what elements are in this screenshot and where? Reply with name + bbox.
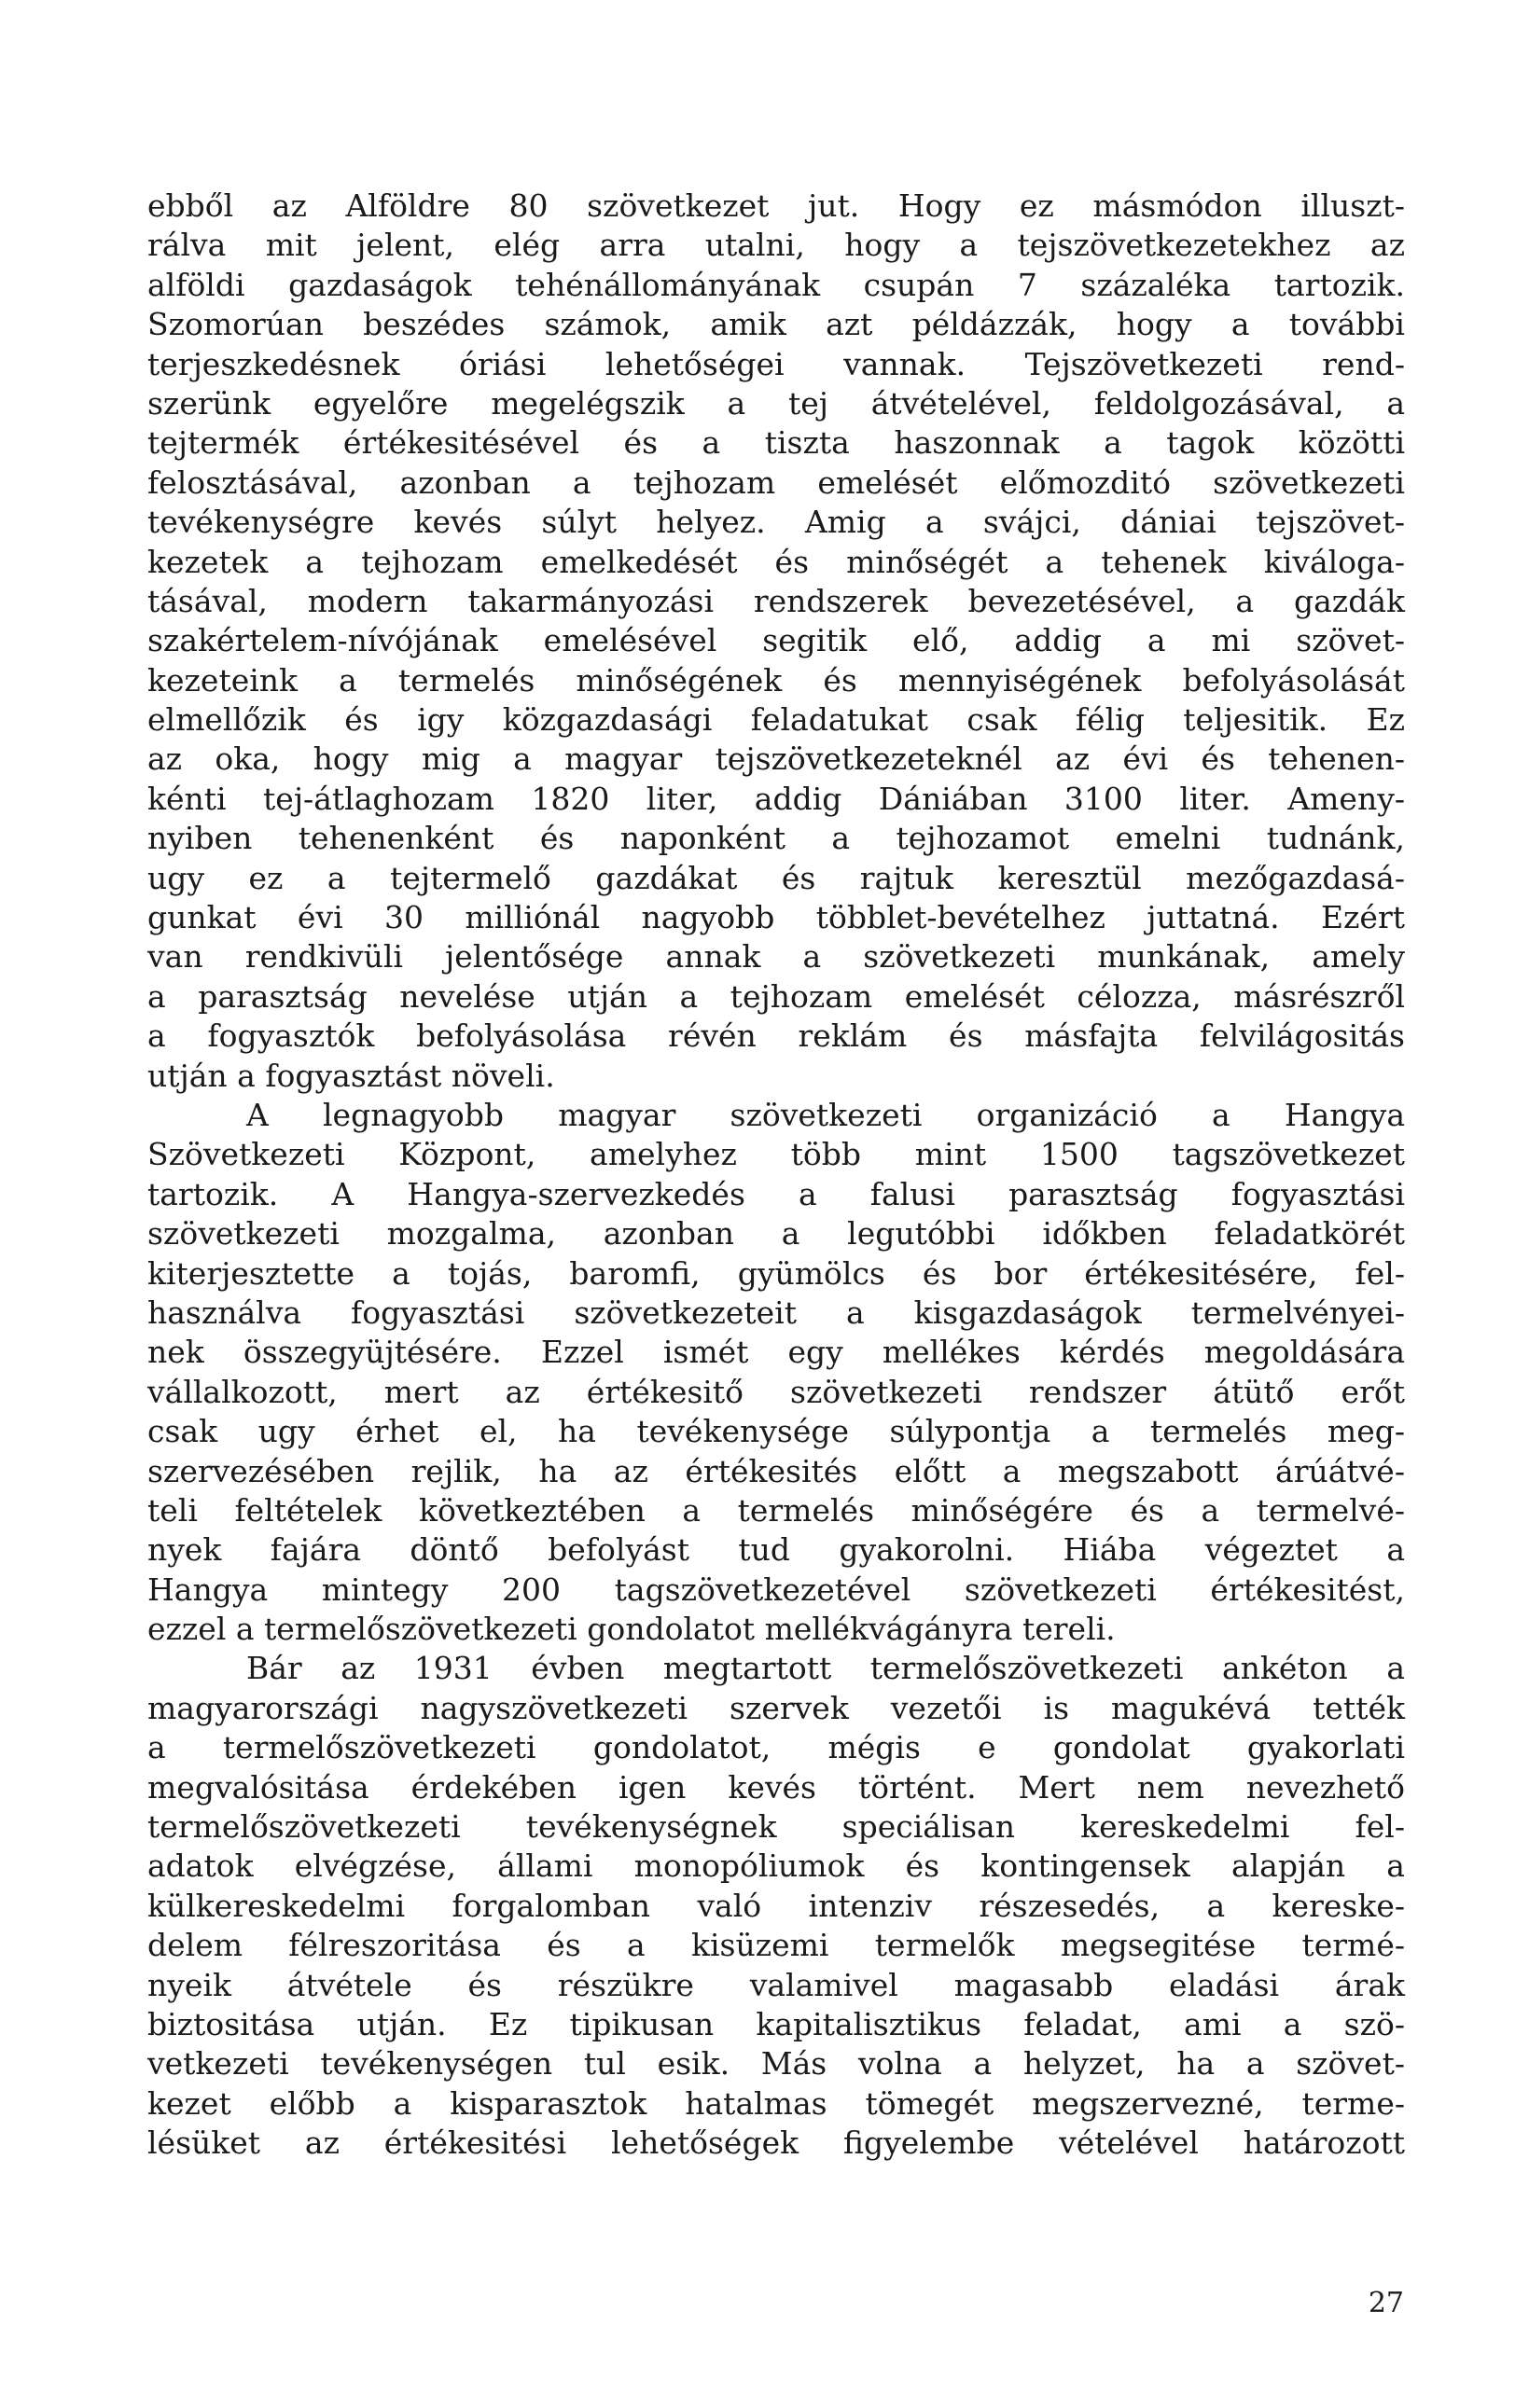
text-line: rálva mit jelent, elég arra utalni, hogy a tejszövetkezetekhez az <box>147 227 1405 264</box>
text-line: kénti tej-átlaghozam 1820 liter, addig Dániában 3100 liter. Ameny- <box>147 780 1405 817</box>
text-line: terjeszkedésnek óriási lehetőségei vannak. Tejszövetkezeti rend- <box>147 345 1405 382</box>
text-line: kezeteink a termelés minőségének és mennyiségének befolyásolását <box>147 661 1405 699</box>
text-line: teli feltételek következtében a termelés minőségére és a termelvé- <box>147 1491 1405 1529</box>
text-line: nyiben tehenenként és naponként a tejhozamot emelni tudnánk, <box>147 820 1405 857</box>
text-line: ezzel a termelőszövetkezeti gondolatot mellékvágányra tereli. <box>147 1611 1116 1648</box>
text-line: termelőszövetkezeti tevékenységnek speciálisan kereskedelmi fel- <box>147 1808 1405 1846</box>
text-line: kezet előbb a kisparasztok hatalmas tömegét megszervezné, terme- <box>147 2084 1405 2122</box>
text-line: tevékenységre kevés súlyt helyez. Amig a svájci, dániai tejszövet- <box>147 504 1405 541</box>
text-line: Szövetkezeti Központ, amelyhez több mint 1500 tagszövetkezet <box>147 1136 1405 1173</box>
text-line: szövetkezeti mozgalma, azonban a legutóbbi időkben feladatkörét <box>147 1215 1405 1252</box>
text-line: gunkat évi 30 milliónál nagyobb többlet-bevételhez juttatná. Ezért <box>147 899 1405 936</box>
text-line: magyarországi nagyszövetkezeti szervek vezetői is magukévá tették <box>147 1689 1405 1726</box>
text-line: tartozik. A Hangya-szervezkedés a falusi parasztság fogyasztási <box>147 1175 1405 1212</box>
text-line: a termelőszövetkezeti gondolatot, mégis e gondolat gyakorlati <box>147 1729 1405 1766</box>
text-line: van rendkivüli jelentősége annak a szövetkezeti munkának, amely <box>147 938 1405 976</box>
text-line: nyeik átvétele és részükre valamivel magasabb eladási árak <box>147 1966 1405 2003</box>
text-line: szerünk egyelőre megelégszik a tej átvételével, feldolgozásával, a <box>147 384 1405 422</box>
text-line: Szomorúan beszédes számok, amik azt példázzák, hogy a további <box>147 306 1405 343</box>
text-line: megvalósitása érdekében igen kevés történt. Mert nem nevezhető <box>147 1768 1405 1806</box>
text-line: csak ugy érhet el, ha tevékenysége súlypontja a termelés meg- <box>147 1413 1405 1450</box>
text-line: utján a fogyasztást növeli. <box>147 1057 555 1094</box>
text-line: nek összegyüjtésére. Ezzel ismét egy mellékes kérdés megoldására <box>147 1334 1405 1371</box>
text-line: vállalkozott, mert az értékesitő szövetkezeti rendszer átütő erőt <box>147 1373 1405 1410</box>
text-line: Hangya mintegy 200 tagszövetkezetével szövetkezeti értékesitést, <box>147 1571 1405 1608</box>
text-line: Bár az 1931 évben megtartott termelőszövetkezeti ankéton a <box>246 1650 1405 1687</box>
text-line: az oka, hogy mig a magyar tejszövetkezeteknél az évi és tehenen- <box>147 740 1405 778</box>
text-line: vetkezeti tevékenységen tul esik. Más volna a helyzet, ha a szövet- <box>147 2045 1405 2083</box>
text-line: ugy ez a tejtermelő gazdákat és rajtuk keresztül mezőgazdasá- <box>147 859 1405 896</box>
body-text <box>147 187 1405 2164</box>
text-line: szakértelem-nívójának emelésével segitik elő, addig a mi szövet- <box>147 622 1405 659</box>
text-line: a parasztság nevelése utján a tejhozam emelését célozza, másrészről <box>147 977 1405 1015</box>
text-line: kezetek a tejhozam emelkedését és minőségét a tehenek kiváloga- <box>147 543 1405 580</box>
text-line: elmellőzik és igy közgazdasági feladatukat csak félig teljesitik. Ez <box>147 701 1405 739</box>
text-line: használva fogyasztási szövetkezeteit a kisgazdaságok termelvényei- <box>147 1294 1405 1331</box>
paragraph <box>147 1649 1405 2163</box>
text-line: szervezésében rejlik, ha az értékesités előtt a megszabott árúátvé- <box>147 1452 1405 1489</box>
page-number: 27 <box>1368 2287 1404 2319</box>
text-line: A legnagyobb magyar szövetkezeti organizáció a Hangya <box>246 1096 1405 1133</box>
text-line: kiterjesztette a tojás, baromfi, gyümölcs és bor értékesitésére, fel- <box>147 1254 1405 1292</box>
text-line: ebből az Alföldre 80 szövetkezet jut. Hogy ez másmódon illuszt- <box>147 187 1405 224</box>
text-line: lésüket az értékesitési lehetőségek figyelembe vételével határozott <box>147 2124 1405 2162</box>
text-line: delem félreszoritása és a kisüzemi termelők megsegitése termé- <box>147 1927 1405 1964</box>
text-line: felosztásával, azonban a tejhozam emelését előmozditó szövetkezeti <box>147 464 1405 501</box>
text-line: alföldi gazdaságok tehénállományának csupán 7 százaléka tartozik. <box>147 266 1405 303</box>
paragraph <box>147 1096 1405 1649</box>
paragraph <box>147 187 1405 1096</box>
text-line: tásával, modern takarmányozási rendszerek bevezetésével, a gazdák <box>147 582 1405 619</box>
text-line: a fogyasztók befolyásolása révén reklám és másfajta felvilágositás <box>147 1017 1405 1055</box>
text-line: nyek fajára döntő befolyást tud gyakorolni. Hiába végeztet a <box>147 1531 1405 1569</box>
text-line: biztositása utján. Ez tipikusan kapitalisztikus feladat, ami a szö- <box>147 2005 1405 2042</box>
text-line: tejtermék értékesitésével és a tiszta haszonnak a tagok közötti <box>147 424 1405 462</box>
text-line: külkereskedelmi forgalomban való intenziv részesedés, a kereske- <box>147 1887 1405 1924</box>
text-line: adatok elvégzése, állami monopóliumok és kontingensek alapján a <box>147 1848 1405 1885</box>
